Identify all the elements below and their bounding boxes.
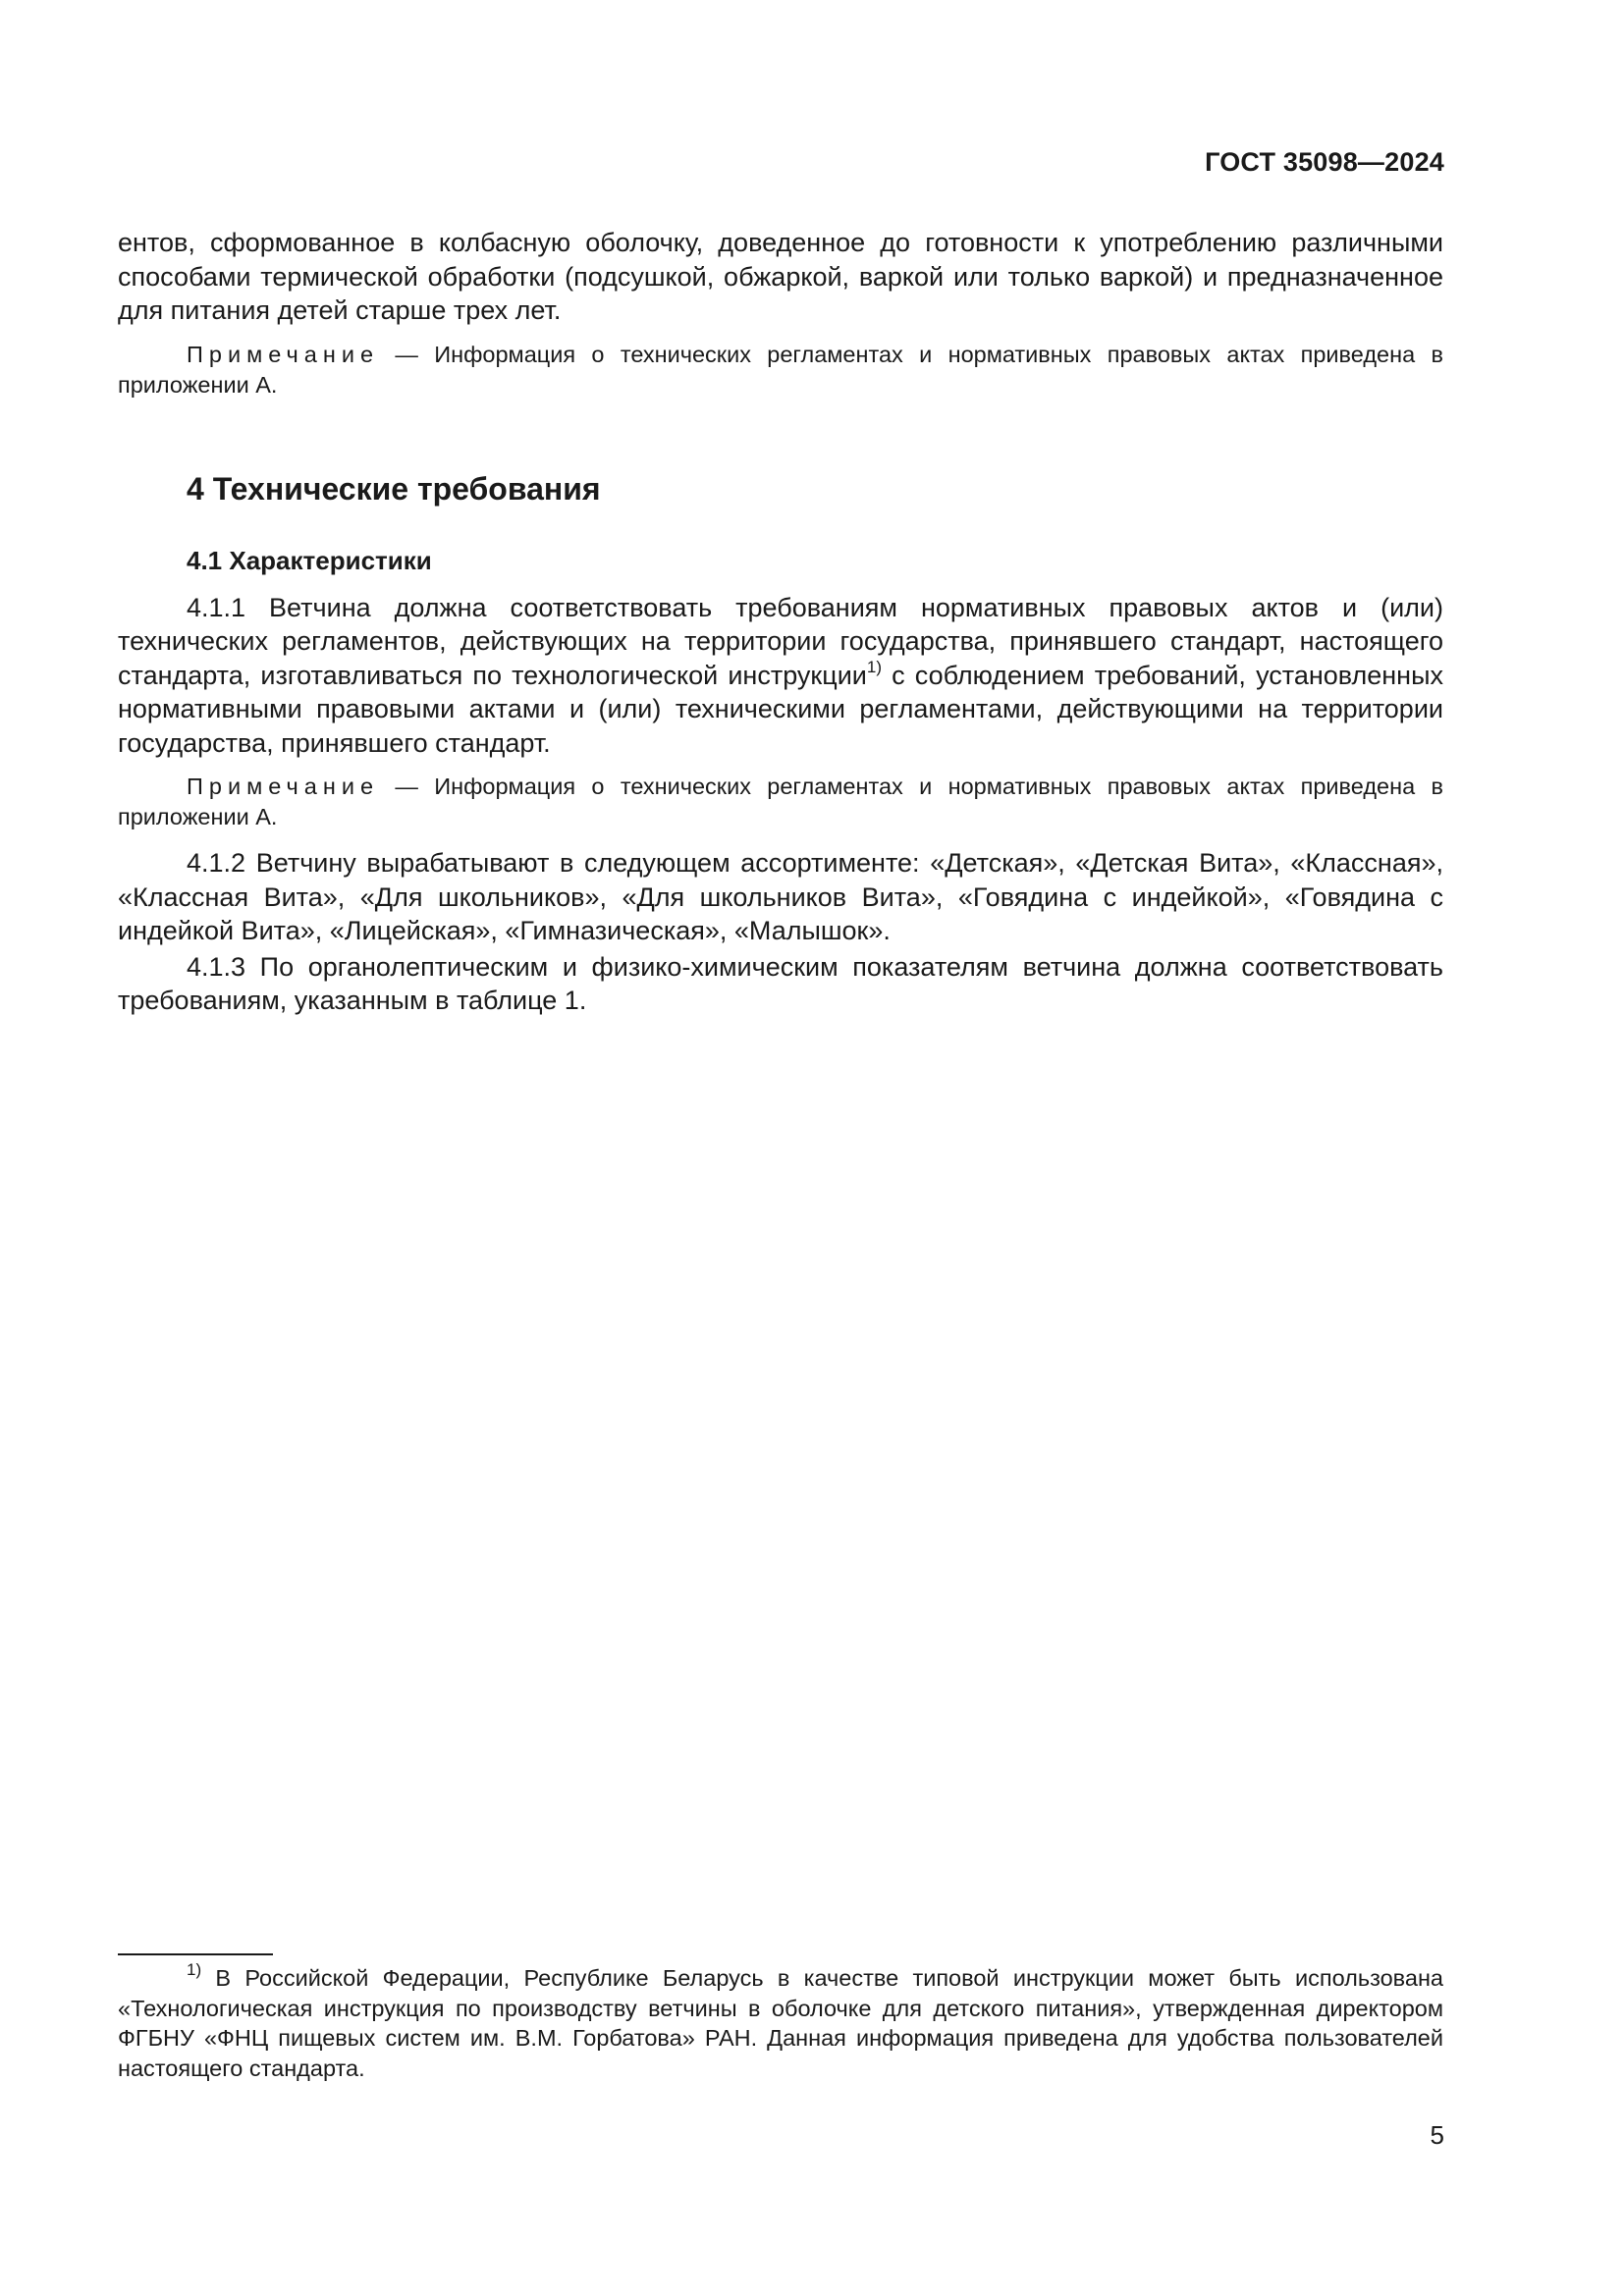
note-2-label: Примечание — [187, 774, 380, 799]
footnote-marker: 1) — [187, 1960, 202, 1980]
paragraph-4-1-2: 4.1.2 Ветчину вырабатывают в следующем ассортименте: «Детская», «Детская Вита», «Классная», «Классная Вита», «Для школьников», «Для школьников Вита», «Говядина с индейкой», «Говядина с индейкой Вита», «Лицейская», «Гимназическая», «Малышок». — [118, 848, 1443, 945]
note-2 — [118, 772, 1443, 832]
note-1-label: Примечание — [187, 341, 380, 367]
footnote-reference[interactable]: 1) — [866, 657, 882, 676]
footnote-1 — [118, 1960, 1443, 2083]
page-content — [118, 226, 1443, 1018]
footnote-text: В Российской Федерации, Республике Беларусь в качестве типовой инструкции может быть использована «Технологическая инструкция по производству ветчины в оболочке для детского питания», утвержденная директором ФГБНУ «ФНЦ пищевых систем им. В.М. Горбатова» РАН. Данная информация приведена для удобства пользователей настоящего стандарта. — [118, 1965, 1443, 2081]
document-code: ГОСТ 35098—2024 — [1205, 147, 1444, 177]
section-4-heading: 4 Технические требования — [187, 470, 601, 507]
note-2-text: — Информация о технических регламентах и нормативных правовых актах приведена в приложении А. — [118, 774, 1443, 829]
subsection-4-1-heading: 4.1 Характеристики — [187, 545, 432, 575]
intro-paragraph: ентов, сформованное в колбасную оболочку, доведенное до готовности к употреблению различными способами термической обработки (подсушкой, обжаркой, варкой или только варкой) и предназначенное для питания детей старше трех лет. — [118, 228, 1443, 325]
paragraph-4-1-1-text-a: 4.1.1 Ветчина должна соответствовать требованиям нормативных правовых актов и (или) технических регламентов, действующих на территории государства, принявшего стандарт, настоящего стандарта, изготавливаться по технологической инструкции — [118, 592, 1443, 690]
footnote-separator — [118, 1953, 273, 1955]
paragraph-4-1-3: 4.1.3 По органолептическим и физико-химическим показателям ветчина должна соответствовать требованиям, указанным в таблице 1. — [118, 951, 1443, 1015]
paragraph-4-1-1 — [118, 591, 1443, 761]
note-1 — [118, 340, 1443, 400]
note-1-text: — Информация о технических регламентах и нормативных правовых актах приведена в приложении А. — [118, 341, 1443, 398]
paragraph-4-1-1-text-b: с соблюдением требований, установленных нормативными правовыми актами и (или) техническими регламентами, действующими на территории государства, принявшего стандарт. — [118, 660, 1443, 758]
page-number: 5 — [1430, 2120, 1444, 2150]
